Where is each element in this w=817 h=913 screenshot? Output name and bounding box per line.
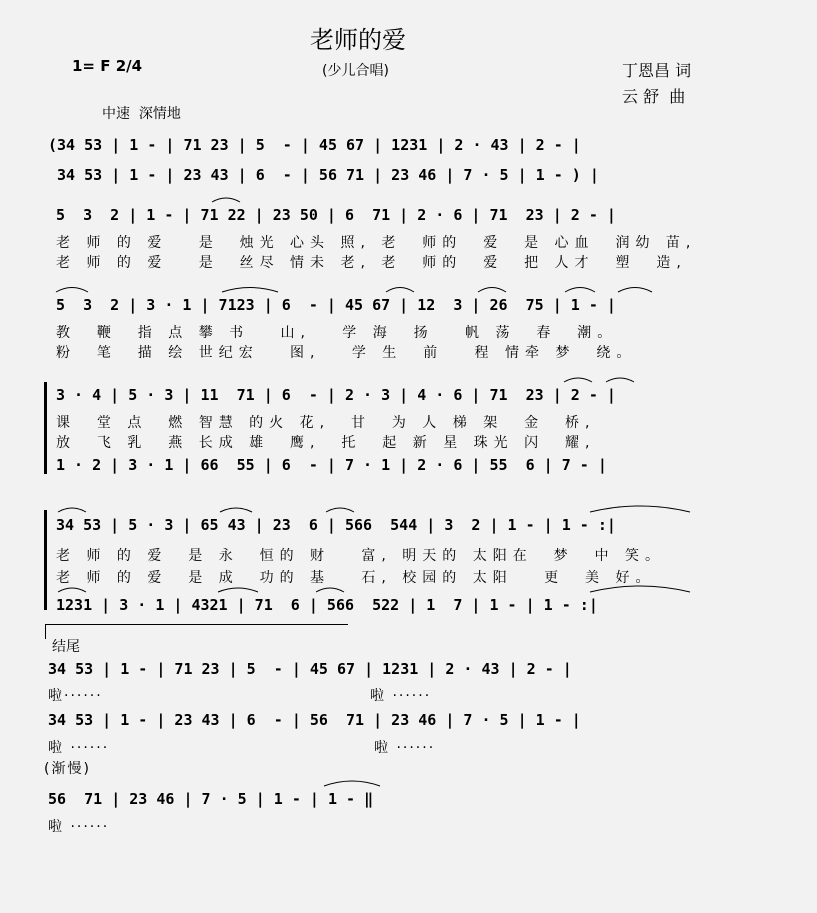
tempo-change-note: (渐慢) <box>44 761 91 777</box>
slur-mark <box>212 198 240 202</box>
slur-mark <box>590 586 690 592</box>
coda-notes-line-2: 34 53 | 1 - | 23 43 | 6 - | 56 71 | 23 46 | 7 · 5 | 1 - | <box>48 711 581 729</box>
slur-mark <box>220 508 252 512</box>
score-subtitle: (少儿合唱) <box>322 63 389 79</box>
slur-mark <box>326 508 354 512</box>
verse-lyric-1a: 老 师 的 爱 是 烛光 心头 照, 老 师的 爱 是 心血 润幼 苗, <box>56 235 697 251</box>
chorus-lower-notes-1: 1 · 2 | 3 · 1 | 66 55 | 6 - | 7 · 1 | 2 · 6 | 55 6 | 7 - | <box>56 456 607 474</box>
chorus-lyric-1a: 课 堂 点 燃 智慧 的火 花, 甘 为 人 梯 架 金 桥, <box>56 415 596 431</box>
coda-lyric-1b: 啦 ······ <box>370 688 432 704</box>
tempo-marking: 中速 深情地 <box>102 106 181 122</box>
verse-lyric-1b: 老 师 的 爱 是 丝尽 情未 老, 老 师的 爱 把 人才 塑 造, <box>56 255 687 271</box>
coda-lyric-2a: 啦 ······ <box>48 740 110 756</box>
slur-mark <box>606 378 634 382</box>
verse-lyric-2a: 教 鞭 指 点 攀 书 山, 学 海 扬 帆 荡 春 潮。 <box>56 325 618 341</box>
key-signature: 1= F 2/4 <box>72 57 143 75</box>
verse-notes-line-1: 5 3 2 | 1 - | 71 22 | 23 50 | 6 71 | 2 · 6 | 71 23 | 2 - | <box>56 206 616 224</box>
slur-mark <box>58 588 86 592</box>
slur-mark <box>565 288 595 293</box>
chorus-upper-notes-2: 34 53 | 5 · 3 | 65 43 | 23 6 | 566 544 | 3 2 | 1 - | 1 - :| <box>56 516 616 534</box>
chorus-lower-notes-2: 1231 | 3 · 1 | 4321 | 71 6 | 566 522 | 1 7 | 1 - | 1 - :| <box>56 596 598 614</box>
lyricist-credit: 丁恩昌 词 <box>622 61 692 80</box>
chorus-upper-notes-1: 3 · 4 | 5 · 3 | 11 71 | 6 - | 2 · 3 | 4 · 6 | 71 23 | 2 - | <box>56 386 616 404</box>
chorus-lyric-1b: 放 飞 乳 燕 长成 雄 鹰, 托 起 新 星 珠光 闪 耀, <box>56 435 596 451</box>
slur-mark <box>618 288 652 293</box>
composer-credit: 云 舒 曲 <box>622 87 686 106</box>
verse-notes-line-2: 5 3 2 | 3 · 1 | 7123 | 6 - | 45 67 | 12 3 | 26 75 | 1 - | <box>56 296 616 314</box>
score-title: 老师的爱 <box>310 26 406 54</box>
coda-lyric-2b: 啦 ······ <box>374 740 436 756</box>
slur-mark <box>222 288 278 293</box>
slur-mark <box>58 508 86 512</box>
coda-notes-line-3: 56 71 | 23 46 | 7 · 5 | 1 - | 1 - ‖ <box>48 790 374 808</box>
slur-mark <box>56 288 88 293</box>
coda-notes-line-1: 34 53 | 1 - | 71 23 | 5 - | 45 67 | 1231 | 2 · 43 | 2 - | <box>48 660 572 678</box>
slur-mark <box>324 781 380 786</box>
slur-mark <box>564 378 592 382</box>
coda-lyric-1a: 啦······ <box>48 688 103 704</box>
slur-mark <box>386 288 414 293</box>
slur-mark <box>218 588 258 592</box>
verse-lyric-2b: 粉 笔 描 绘 世纪宏 图, 学 生 前 程 情牵 梦 绕。 <box>56 345 637 361</box>
chorus-lyric-2b: 老 师 的 爱 是 成 功的 基 石, 校园的 太阳 更 美 好。 <box>56 570 656 586</box>
coda-lyric-3: 啦 ······ <box>48 819 110 835</box>
intro-notes-line-1: (34 53 | 1 - | 71 23 | 5 - | 45 67 | 1231 | 2 · 43 | 2 - | <box>48 136 581 154</box>
slur-mark <box>478 288 506 293</box>
intro-notes-line-2: 34 53 | 1 - | 23 43 | 6 - | 56 71 | 23 46 | 7 · 5 | 1 - ) | <box>48 166 599 184</box>
slur-mark <box>316 588 344 592</box>
chorus-lyric-2a: 老 师 的 爱 是 永 恒的 财 富, 明天的 太阳在 梦 中 笑。 <box>56 548 666 564</box>
slur-mark <box>590 506 690 512</box>
coda-label: 结尾 <box>52 639 80 655</box>
